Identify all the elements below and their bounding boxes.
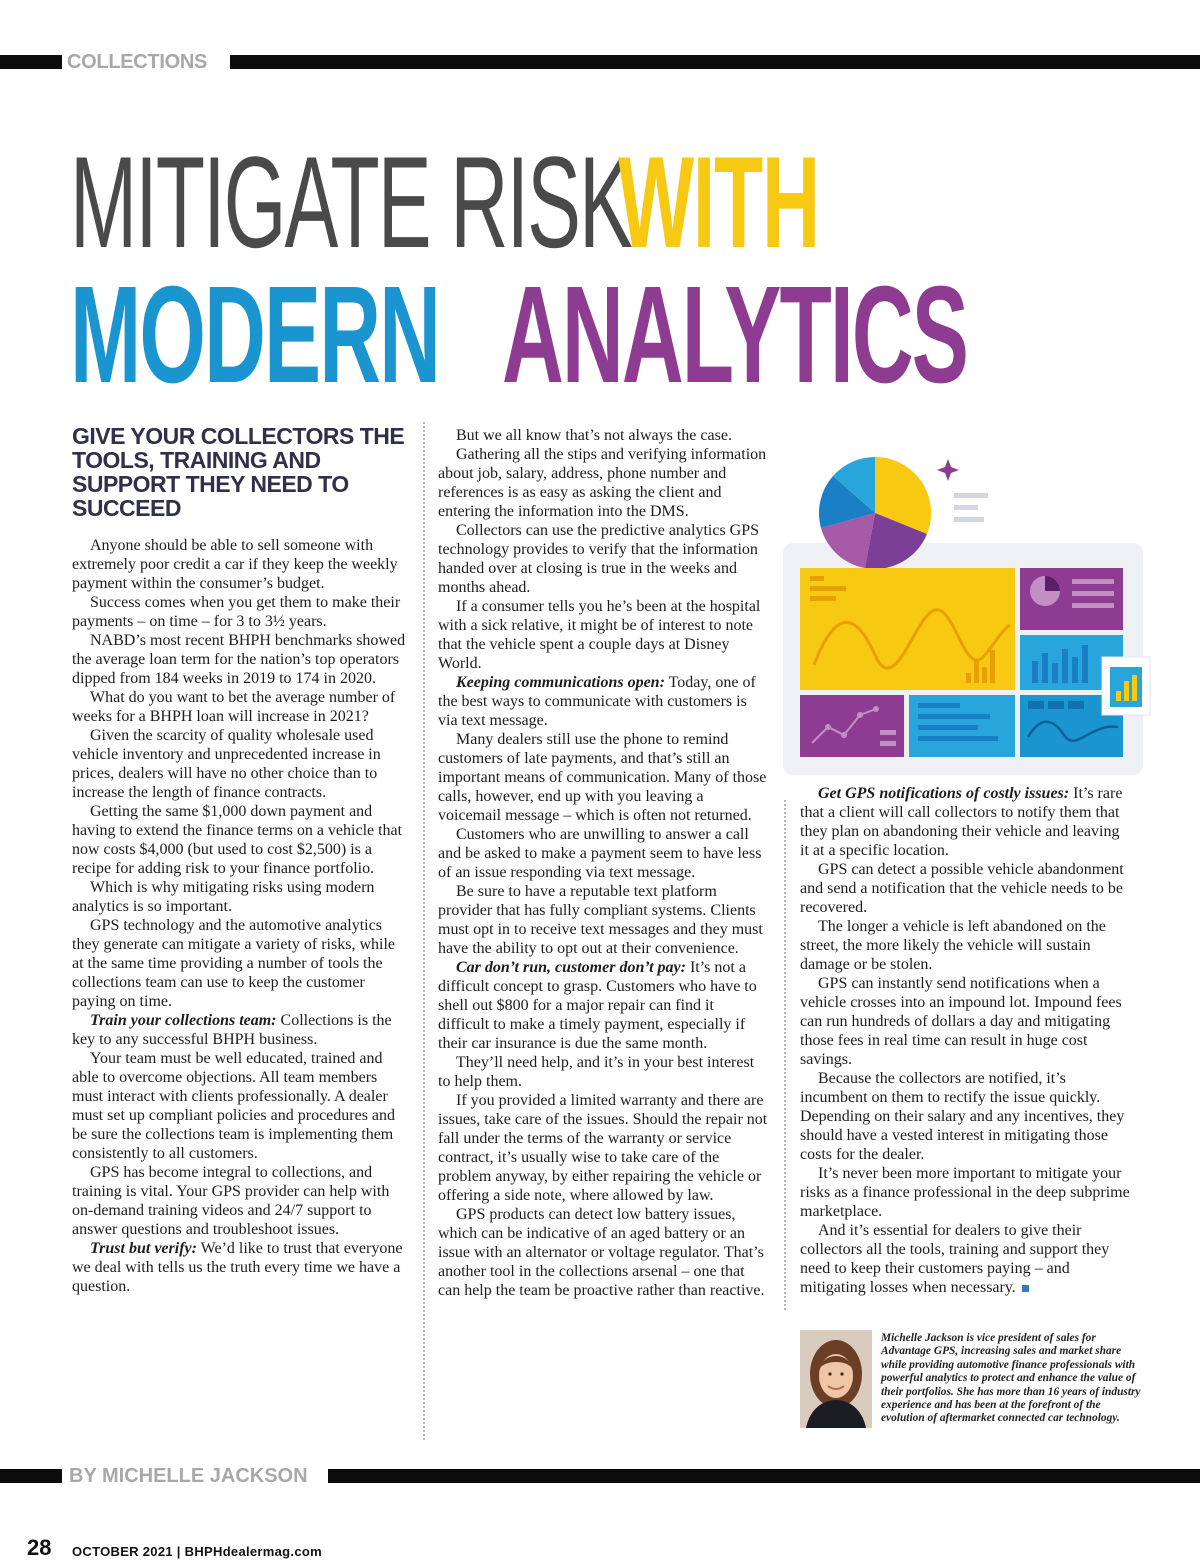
paragraph: If a consumer tells you he’s been at the hospital with a sick relative, it might be of interest to note that the vehicle spent a couple days at Disney World.	[438, 598, 761, 672]
pie-chart-icon	[819, 457, 931, 569]
paragraph: Which is why mitigating risks using modern analytics is so important.	[72, 879, 375, 915]
paragraph: GPS products can detect low battery issues, which can be indicative of an aged battery or an issue with an alternator or voltage regulator. That’s another tool in the collections arsenal – one that can help the team be proactive rather than reactive.	[438, 1206, 765, 1299]
author-photo-svg	[800, 1330, 872, 1428]
end-mark-icon	[1022, 1285, 1029, 1292]
headline-with: WITH	[618, 129, 819, 275]
author-bio-text: Michelle Jackson is vice president of sales for Advantage GPS, increasing sales and market share while providing automotive finance professionals with powerful analytics to protect and enhance the value of their portfolios. She has more than 16 years of industry experience and has been at the forefront of the evolution of aftermarket connected car technology.	[881, 1332, 1141, 1425]
paragraph: Given the scarcity of quality wholesale used vehicle inventory and unprecedented increase in prices, dealers will have no other choice than to increase the length of finance contracts.	[72, 727, 381, 801]
paragraph: Success comes when you get them to make their payments – on time – for 3 to 3½ years.	[72, 594, 401, 630]
paragraph-with-lead	[72, 1239, 408, 1296]
byline-rule-left	[0, 1469, 62, 1483]
column-divider-2	[784, 800, 786, 1310]
paragraph: Customers who are unwilling to answer a call and be asked to make a payment seem to have less of an issue responding via text message.	[438, 826, 762, 881]
paragraph: Your team must be well educated, trained and able to overcome objections. All team members must interact with clients professionally. A dealer must set up compliant policies and procedures and be sure the collections team is implementing them consistently to all customers.	[72, 1050, 396, 1162]
paragraph-with-lead	[438, 958, 768, 1053]
byline: BY MICHELLE JACKSON	[69, 1465, 308, 1487]
paragraph: It’s never been more important to mitigate your risks as a finance professional in the deep subprime marketplace.	[800, 1165, 1130, 1220]
paragraph-with-lead	[438, 673, 768, 730]
lead-in: Train your collections team:	[90, 1012, 277, 1029]
lead-in: Get GPS notifications of costly issues:	[818, 785, 1070, 802]
sparkle-icon	[937, 459, 959, 481]
byline-rule-right	[328, 1469, 1200, 1483]
lead-in: Trust but verify:	[90, 1240, 197, 1257]
paragraph-body: It’s rare that a client will call collectors to notify them that they plan on abandoning their vehicle and leaving it at a specific location.	[800, 785, 1123, 859]
section-header-bar	[0, 52, 1200, 72]
paragraph-body: We’d like to trust that everyone we deal with tells us the truth every time we have a question.	[72, 1240, 403, 1295]
dashboard-illustration-svg	[780, 445, 1185, 775]
legend-line	[954, 493, 988, 498]
paragraph-with-lead	[72, 1011, 408, 1049]
issue-info: OCTOBER 2021 | BHPHdealermag.com	[72, 1544, 322, 1559]
legend-line	[954, 517, 984, 522]
author-photo	[800, 1330, 872, 1428]
lead-in: Keeping communications open:	[456, 674, 665, 691]
paragraph: NABD’s most recent BHPH benchmarks showed the average loan term for the nation’s top operators dipped from 184 weeks in 2019 to 174 in 2020.	[72, 632, 406, 687]
paragraph-final	[800, 1221, 1130, 1297]
paragraph: Gathering all the stips and verifying information about job, salary, address, phone number and references is as easy as asking the client and entering the information into the DMS.	[438, 446, 767, 520]
paragraph: The longer a vehicle is left abandoned on the street, the more likely the vehicle will sustain damage or be stolen.	[800, 918, 1106, 973]
paragraph-body: Collections is the key to any successful BHPH business.	[72, 1012, 392, 1048]
article-column-2	[438, 426, 768, 1300]
header-rule-left	[0, 55, 62, 69]
paragraph-body: It’s not a difficult concept to grasp. Customers who have to shell out $800 for a major repair can find it difficult to make a timely payment, especially if their car insurance is due the same month.	[438, 959, 757, 1052]
paragraph: Collectors can use the predictive analytics GPS technology provides to verify that the information handed over at closing is true in the weeks and months ahead.	[438, 522, 760, 596]
headline-mitigate-risk: MITIGATE RISK	[70, 129, 631, 275]
legend-line	[954, 505, 978, 510]
headline-analytics: ANALYTICS	[502, 258, 967, 412]
paragraph: GPS has become integral to collections, and training is vital. Your GPS provider can help with on-demand training videos and 24/7 support to answer questions and troubleshoot issues.	[72, 1164, 390, 1238]
paragraph: Because the collectors are notified, it’s incumbent on them to rectify the issue quickly. Depending on their salary and any incentives, they should have a vested interest in mitigating those costs for the dealer.	[800, 1070, 1125, 1163]
headline-modern: MODERN	[70, 258, 440, 412]
lead-in: Car don’t run, customer don’t pay:	[456, 959, 686, 976]
column-divider-1	[423, 422, 425, 1440]
byline-bar	[0, 1464, 1200, 1488]
section-label: COLLECTIONS	[67, 51, 208, 73]
header-rule-right	[230, 55, 1200, 69]
analytics-dashboard-illustration	[780, 445, 1185, 775]
article-column-3	[800, 784, 1130, 1297]
paragraph: They’ll need help, and it’s in your best interest to help them.	[438, 1054, 755, 1090]
paragraph-body: And it’s essential for dealers to give their collectors all the tools, training and support they need to keep their customers paying – and mitigating losses when necessary.	[800, 1222, 1110, 1296]
paragraph: GPS can instantly send notifications when a vehicle crosses into an impound lot. Impound fees can run hundreds of dollars a day and mitigating those fees in real time can result in huge cost savings.	[800, 975, 1122, 1068]
paragraph: What do you want to bet the average number of weeks for a BHPH loan will increase in 2021?	[72, 689, 396, 725]
paragraph: If you provided a limited warranty and there are issues, take care of the issues. Should the repair not fall under the terms of the warranty or service contract, it’s usually wise to take care of the problem anyway, by either repairing the vehicle or offering a side note, where allowed by law.	[438, 1092, 768, 1204]
paragraph: GPS can detect a possible vehicle abandonment and send a notification that the vehicle needs to be recovered.	[800, 861, 1124, 916]
subheadline: GIVE YOUR COLLECTORS THE TOOLS, TRAINING AND SUPPORT THEY NEED TO SUCCEED	[72, 423, 405, 521]
paragraph: Many dealers still use the phone to remind customers of late payments, and that’s still an important means of communication. Many of those calls, however, end up with you leaving a voicemail message – which is often not returned.	[438, 731, 767, 824]
paragraph-body: Today, one of the best ways to communicate with customers is via text message.	[438, 674, 756, 729]
paragraph: Getting the same $1,000 down payment and having to extend the finance terms on a vehicle that now costs $4,000 (but used to cost $2,500) is a recipe for adding risk to your finance portfolio.	[72, 803, 403, 877]
paragraph: GPS technology and the automotive analytics they generate can mitigate a variety of risks, while at the same time providing a number of tools the collections team can use to keep the customer paying on time.	[72, 917, 395, 1010]
article-column-1	[72, 424, 408, 1296]
paragraph: Anyone should be able to sell someone with extremely poor credit a car if they keep the weekly payment within the consumer’s budget.	[72, 537, 398, 592]
page-number: 28	[27, 1535, 52, 1560]
paragraph: Be sure to have a reputable text platform provider that has fully compliant systems. Clients must opt in to receive text messages and they must have the ability to opt out at their convenience.	[438, 883, 763, 957]
paragraph-with-lead	[800, 784, 1130, 860]
paragraph: But we all know that’s not always the case.	[456, 427, 732, 444]
